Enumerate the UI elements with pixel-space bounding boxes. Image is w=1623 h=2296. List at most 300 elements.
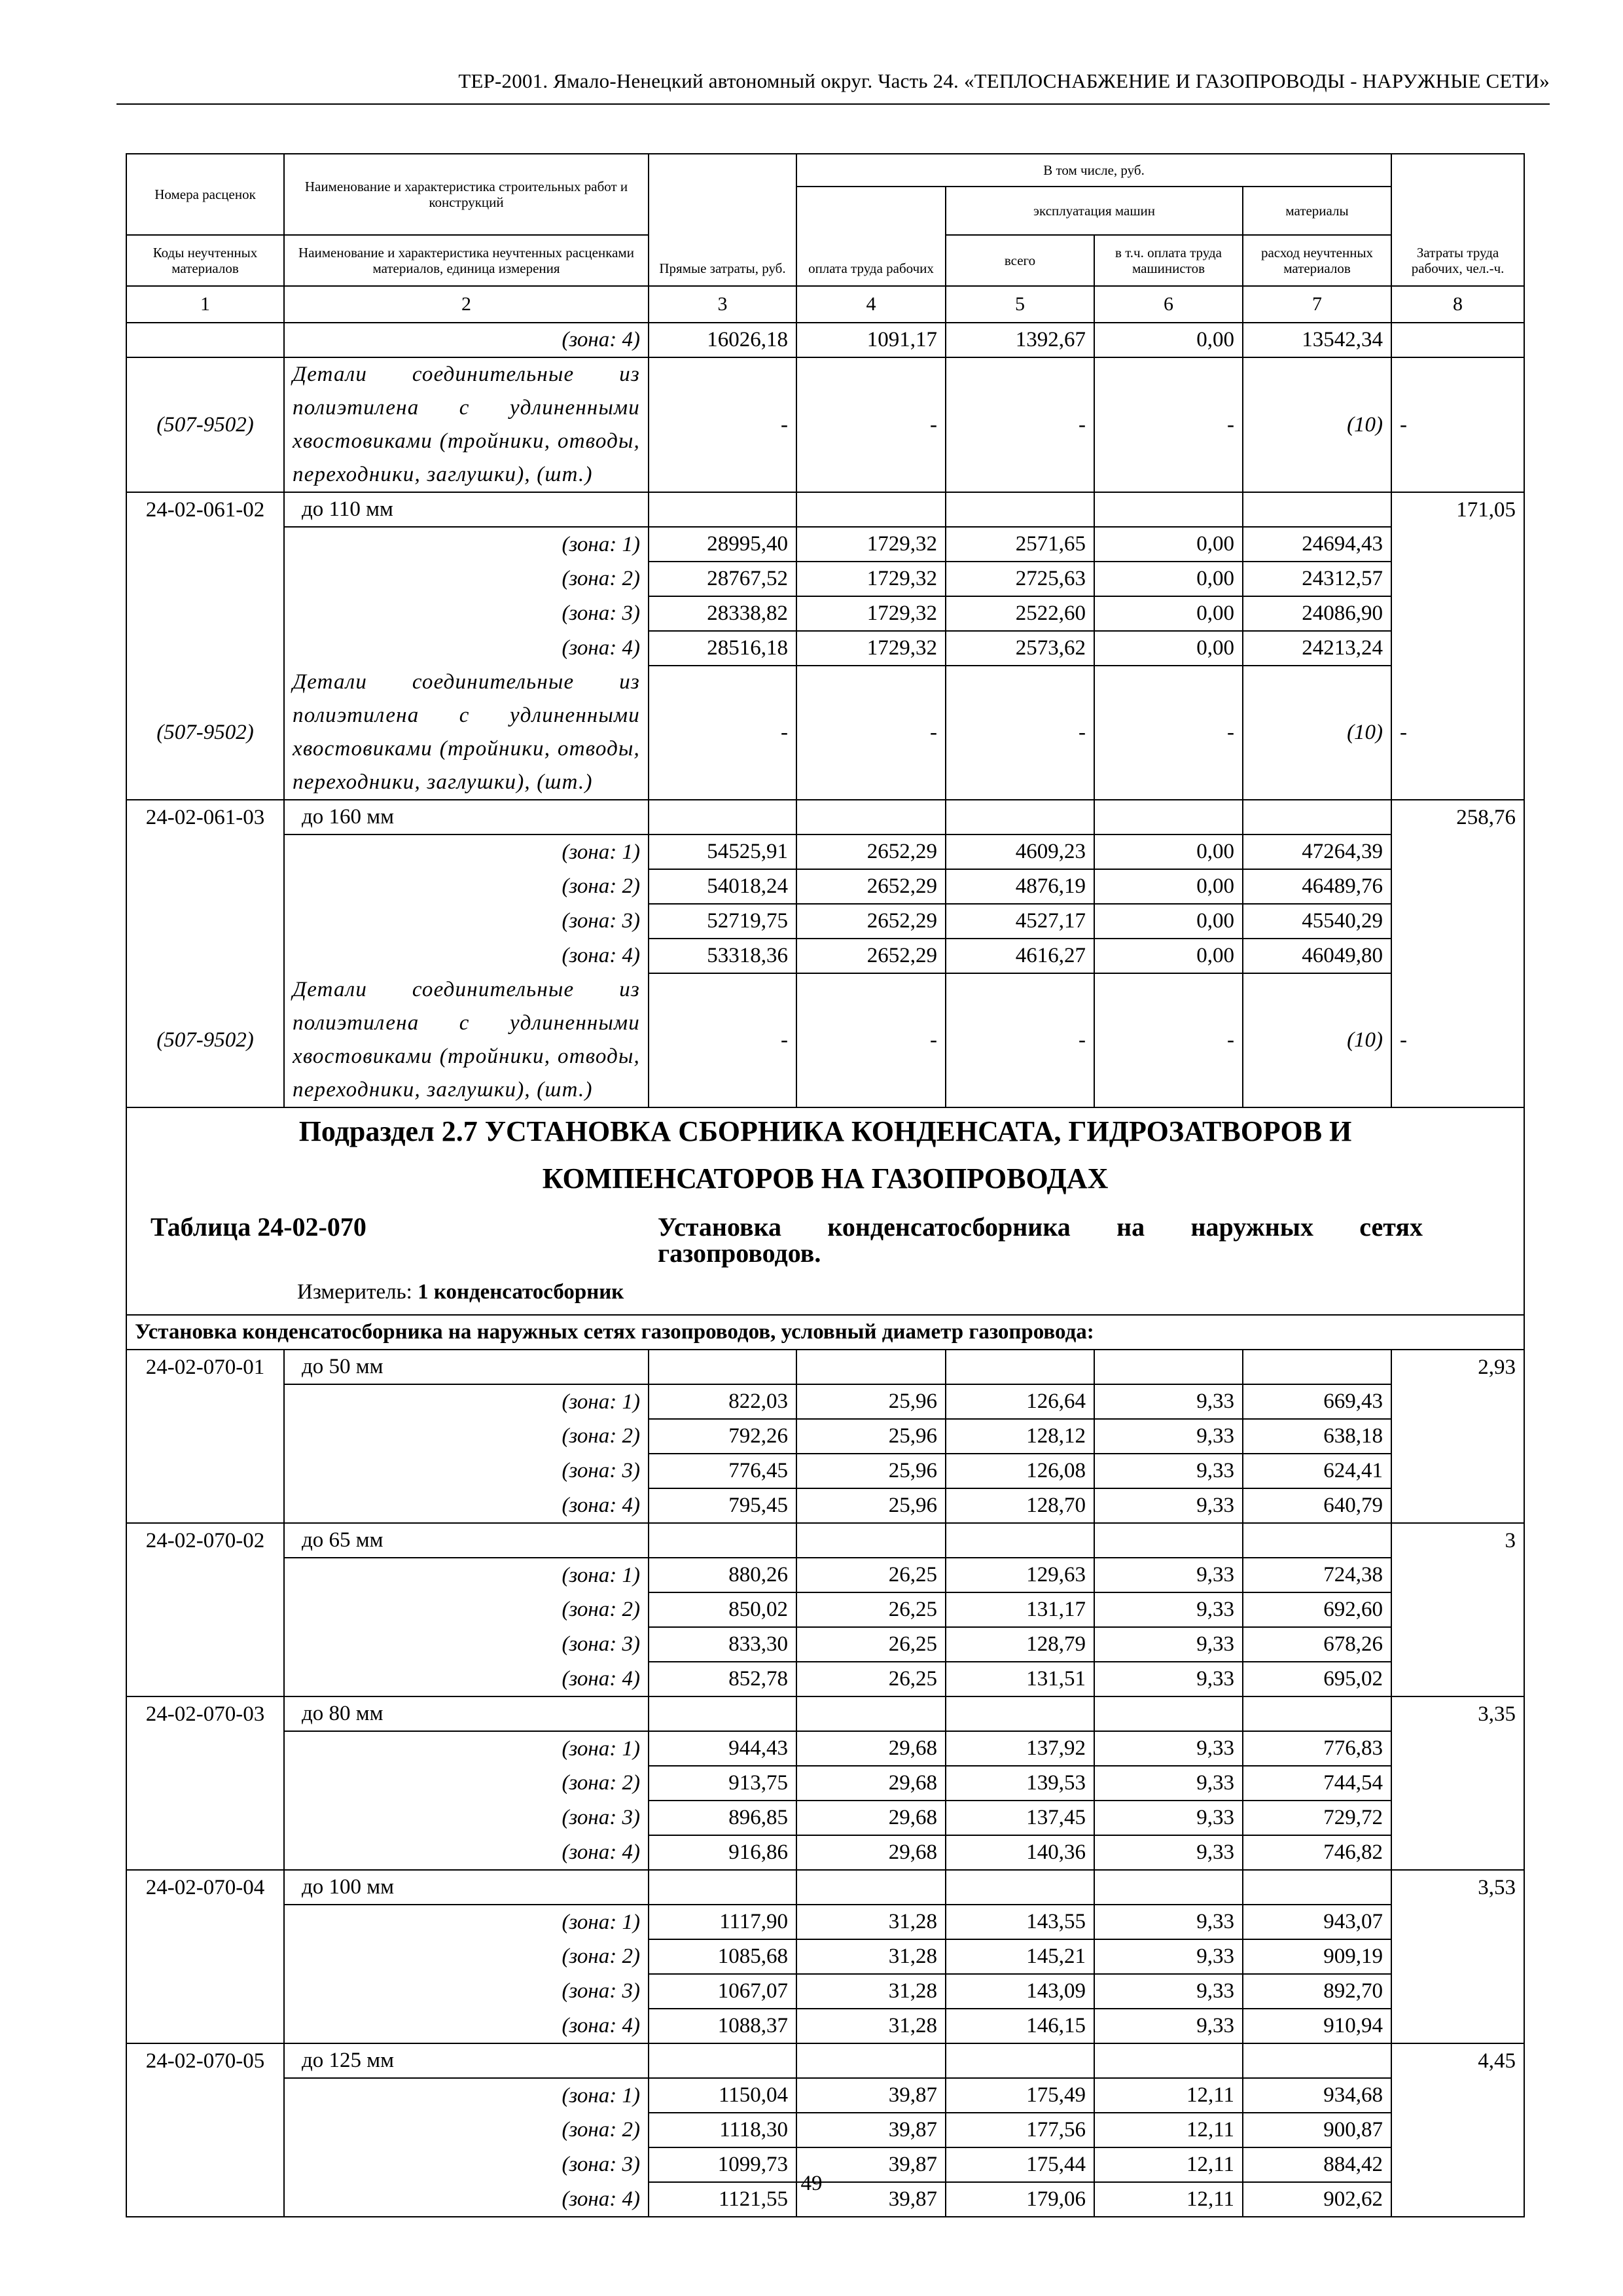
labor-value: 3,53 bbox=[1391, 1870, 1524, 1905]
empty-cell bbox=[796, 2043, 946, 2078]
labor-cell bbox=[1391, 1835, 1524, 1870]
rate-code: 24-02-061-02 bbox=[126, 492, 284, 527]
wages-value: 26,25 bbox=[796, 1592, 946, 1627]
empty-cell bbox=[1243, 1870, 1391, 1905]
zone-label: (зона: 4) bbox=[284, 1835, 649, 1870]
machinist-wages-value: 9,33 bbox=[1094, 2009, 1243, 2043]
direct-costs-value: 795,45 bbox=[649, 1488, 796, 1523]
direct-costs-value: 28338,82 bbox=[649, 596, 796, 631]
machinist-wages-value: 0,00 bbox=[1094, 631, 1243, 666]
zone-row bbox=[126, 323, 1524, 357]
zone-label: (зона: 1) bbox=[284, 1731, 649, 1766]
table-body-bottom bbox=[126, 1350, 1524, 2217]
zone-row bbox=[126, 1419, 1524, 1454]
materials-value: 669,43 bbox=[1243, 1384, 1391, 1419]
materials-value: 746,82 bbox=[1243, 1835, 1391, 1870]
dash-value: - bbox=[1094, 357, 1243, 492]
wages-value: 39,87 bbox=[796, 2182, 946, 2217]
col1-bottom-header: Коды неучтенных материалов bbox=[126, 235, 284, 286]
zone-row bbox=[126, 1488, 1524, 1523]
rate-code-cell bbox=[126, 1454, 284, 1488]
empty-cell bbox=[649, 2043, 796, 2078]
rate-code-cell bbox=[126, 1835, 284, 1870]
labor-cell bbox=[1391, 323, 1524, 357]
labor-cell bbox=[1391, 1662, 1524, 1696]
labor-cell bbox=[1391, 1454, 1524, 1488]
material-code: (507-9502) bbox=[126, 357, 284, 492]
wages-value: 25,96 bbox=[796, 1488, 946, 1523]
wages-value: 2652,29 bbox=[796, 904, 946, 939]
empty-cell bbox=[649, 1870, 796, 1905]
empty-cell bbox=[946, 2043, 1094, 2078]
rate-row bbox=[126, 1523, 1524, 1558]
machines-value: 137,92 bbox=[946, 1731, 1094, 1766]
materials-value: 884,42 bbox=[1243, 2147, 1391, 2182]
rate-row bbox=[126, 800, 1524, 834]
direct-costs-value: 1099,73 bbox=[649, 2147, 796, 2182]
machinist-wages-value: 9,33 bbox=[1094, 1801, 1243, 1835]
wages-value: 1729,32 bbox=[796, 631, 946, 666]
zone-row bbox=[126, 1731, 1524, 1766]
direct-costs-value: 1150,04 bbox=[649, 2078, 796, 2113]
machines-value: 128,70 bbox=[946, 1488, 1094, 1523]
direct-costs-header: Прямые затраты, руб. bbox=[649, 154, 796, 286]
wages-value: 1729,32 bbox=[796, 527, 946, 562]
dash-value: - bbox=[796, 357, 946, 492]
meter-line bbox=[135, 1266, 1516, 1314]
empty-cell bbox=[1243, 1523, 1391, 1558]
rate-code-cell bbox=[126, 869, 284, 904]
meter-label: Измеритель: bbox=[297, 1280, 412, 1304]
materials-value: 638,18 bbox=[1243, 1419, 1391, 1454]
rate-code-cell bbox=[126, 527, 284, 562]
header-rule bbox=[116, 103, 1550, 105]
zone-row bbox=[126, 904, 1524, 939]
labor-costs-header: Затраты труда рабочих, чел.-ч. bbox=[1391, 154, 1524, 286]
wages-value: 25,96 bbox=[796, 1454, 946, 1488]
zone-row bbox=[126, 1939, 1524, 1974]
wages-value: 26,25 bbox=[796, 1558, 946, 1592]
rate-code-cell bbox=[126, 1905, 284, 1939]
machines-value: 179,06 bbox=[946, 2182, 1094, 2217]
machinist-wages-value: 9,33 bbox=[1094, 1939, 1243, 1974]
machines-value: 175,49 bbox=[946, 2078, 1094, 2113]
page-number: 49 bbox=[800, 2172, 823, 2195]
machinist-wages-value: 9,33 bbox=[1094, 1905, 1243, 1939]
labor-cell bbox=[1391, 596, 1524, 631]
labor-cell bbox=[1391, 1592, 1524, 1627]
empty-cell bbox=[1243, 1696, 1391, 1731]
zone-row bbox=[126, 1454, 1524, 1488]
labor-cell bbox=[1391, 562, 1524, 596]
empty-cell bbox=[1243, 492, 1391, 527]
materials-value: 24213,24 bbox=[1243, 631, 1391, 666]
dash-value: - bbox=[649, 357, 796, 492]
labor-cell bbox=[1391, 869, 1524, 904]
rate-row bbox=[126, 2043, 1524, 2078]
material-note-row bbox=[126, 973, 1524, 1107]
zone-row bbox=[126, 939, 1524, 973]
rate-code-cell bbox=[126, 1766, 284, 1801]
machinist-wages-value: 9,33 bbox=[1094, 1627, 1243, 1662]
zone-row bbox=[126, 834, 1524, 869]
empty-cell bbox=[649, 1696, 796, 1731]
rate-name: до 110 мм bbox=[284, 492, 649, 527]
labor-cell bbox=[1391, 2078, 1524, 2113]
machinist-wages-value: 12,11 bbox=[1094, 2113, 1243, 2147]
empty-cell bbox=[946, 800, 1094, 834]
rate-name: до 100 мм bbox=[284, 1870, 649, 1905]
zone-row bbox=[126, 1662, 1524, 1696]
zone-row bbox=[126, 1766, 1524, 1801]
zone-label: (зона: 2) bbox=[284, 1592, 649, 1627]
dash-value: - bbox=[649, 973, 796, 1107]
rate-code-cell bbox=[126, 1592, 284, 1627]
labor-cell bbox=[1391, 1384, 1524, 1419]
machines-value: 1392,67 bbox=[946, 323, 1094, 357]
zone-row bbox=[126, 1592, 1524, 1627]
rate-code: 24-02-070-03 bbox=[126, 1696, 284, 1731]
materials-value: 943,07 bbox=[1243, 1905, 1391, 1939]
empty-cell bbox=[1094, 800, 1243, 834]
wages-value: 25,96 bbox=[796, 1384, 946, 1419]
materials-value: 24086,90 bbox=[1243, 596, 1391, 631]
machinist-wages-value: 9,33 bbox=[1094, 1731, 1243, 1766]
labor-cell bbox=[1391, 1627, 1524, 1662]
machines-value: 131,17 bbox=[946, 1592, 1094, 1627]
wages-value: 31,28 bbox=[796, 1974, 946, 2009]
rate-row bbox=[126, 1350, 1524, 1384]
rate-name: до 50 мм bbox=[284, 1350, 649, 1384]
rates-table bbox=[126, 153, 1525, 2217]
zone-row bbox=[126, 1384, 1524, 1419]
empty-cell bbox=[1094, 1870, 1243, 1905]
zone-label: (зона: 4) bbox=[284, 2182, 649, 2217]
empty-cell bbox=[946, 1523, 1094, 1558]
machines-value: 139,53 bbox=[946, 1766, 1094, 1801]
empty-cell bbox=[1094, 2043, 1243, 2078]
material-code: (507-9502) bbox=[126, 666, 284, 800]
table-number: Таблица 24-02-070 bbox=[151, 1212, 366, 1242]
zone-row bbox=[126, 1558, 1524, 1592]
rate-code-cell bbox=[126, 2009, 284, 2043]
labor-cell bbox=[1391, 1905, 1524, 1939]
rate-code-cell bbox=[126, 1558, 284, 1592]
machines-value: 2725,63 bbox=[946, 562, 1094, 596]
direct-costs-value: 1085,68 bbox=[649, 1939, 796, 1974]
empty-cell bbox=[649, 1523, 796, 1558]
rate-code: 24-02-061-03 bbox=[126, 800, 284, 834]
zone-label: (зона: 3) bbox=[284, 1801, 649, 1835]
wages-value: 39,87 bbox=[796, 2147, 946, 2182]
labor-value: 171,05 bbox=[1391, 492, 1524, 527]
materials-value: 892,70 bbox=[1243, 1974, 1391, 2009]
machinist-wages-value: 12,11 bbox=[1094, 2182, 1243, 2217]
rate-code-cell bbox=[126, 2078, 284, 2113]
rate-code: 24-02-070-02 bbox=[126, 1523, 284, 1558]
machinist-wages-value: 0,00 bbox=[1094, 596, 1243, 631]
zone-label: (зона: 1) bbox=[284, 1558, 649, 1592]
labor-value: 3 bbox=[1391, 1523, 1524, 1558]
rate-code-cell bbox=[126, 1662, 284, 1696]
column-number: 8 bbox=[1391, 286, 1524, 323]
rate-code-cell bbox=[126, 1488, 284, 1523]
rate-code-cell bbox=[126, 1731, 284, 1766]
machines-value: 131,51 bbox=[946, 1662, 1094, 1696]
machines-value: 128,79 bbox=[946, 1627, 1094, 1662]
zone-label: (зона: 1) bbox=[284, 1905, 649, 1939]
labor-cell bbox=[1391, 1939, 1524, 1974]
zone-label: (зона: 3) bbox=[284, 1627, 649, 1662]
material-description: Детали соединительные из полиэтилена с удлиненными хвостовиками (тройники, отводы, переходники, заглушки), (шт.) bbox=[284, 666, 649, 800]
machines-value: 143,09 bbox=[946, 1974, 1094, 2009]
direct-costs-value: 16026,18 bbox=[649, 323, 796, 357]
labor-cell bbox=[1391, 1766, 1524, 1801]
zone-row bbox=[126, 631, 1524, 666]
dash-value: - bbox=[946, 357, 1094, 492]
empty-cell bbox=[1094, 1523, 1243, 1558]
direct-costs-value: 916,86 bbox=[649, 1835, 796, 1870]
rate-name: до 80 мм bbox=[284, 1696, 649, 1731]
labor-cell bbox=[1391, 939, 1524, 973]
col2-bottom-header: Наименование и характеристика неучтенных расценками материалов, единица измерения bbox=[284, 235, 649, 286]
empty-cell bbox=[1094, 492, 1243, 527]
direct-costs-value: 1121,55 bbox=[649, 2182, 796, 2217]
materials-value: 45540,29 bbox=[1243, 904, 1391, 939]
machinist-wages-value: 9,33 bbox=[1094, 1454, 1243, 1488]
empty-cell bbox=[1243, 800, 1391, 834]
meter-value: 1 конденсатосборник bbox=[418, 1280, 624, 1304]
machines-value: 137,45 bbox=[946, 1801, 1094, 1835]
zone-label: (зона: 4) bbox=[284, 1662, 649, 1696]
material-quantity: (10) bbox=[1243, 357, 1391, 492]
dash-value: - bbox=[946, 666, 1094, 800]
machines-value: 126,08 bbox=[946, 1454, 1094, 1488]
empty-cell bbox=[796, 800, 946, 834]
zone-label: (зона: 2) bbox=[284, 562, 649, 596]
table-body-top bbox=[126, 323, 1524, 1107]
materials-value: 640,79 bbox=[1243, 1488, 1391, 1523]
rate-name: до 125 мм bbox=[284, 2043, 649, 2078]
materials-value: 902,62 bbox=[1243, 2182, 1391, 2217]
machines-value: 2522,60 bbox=[946, 596, 1094, 631]
rate-row bbox=[126, 492, 1524, 527]
labor-cell bbox=[1391, 834, 1524, 869]
rate-row bbox=[126, 1696, 1524, 1731]
machines-value: 177,56 bbox=[946, 2113, 1094, 2147]
dash-value: - bbox=[796, 666, 946, 800]
labor-value: 3,35 bbox=[1391, 1696, 1524, 1731]
zone-label: (зона: 3) bbox=[284, 1974, 649, 2009]
labor-cell bbox=[1391, 1974, 1524, 2009]
machines-value: 4609,23 bbox=[946, 834, 1094, 869]
labor-cell bbox=[1391, 1419, 1524, 1454]
machines-value: 2573,62 bbox=[946, 631, 1094, 666]
machines-value: 4616,27 bbox=[946, 939, 1094, 973]
labor-cell bbox=[1391, 631, 1524, 666]
materials-header: материалы bbox=[1243, 187, 1391, 235]
machinist-wages-value: 0,00 bbox=[1094, 527, 1243, 562]
machinist-wages-value: 0,00 bbox=[1094, 323, 1243, 357]
dash-value: - bbox=[1391, 357, 1524, 492]
zone-row bbox=[126, 1905, 1524, 1939]
rate-code-cell bbox=[126, 1419, 284, 1454]
rate-code-cell bbox=[126, 323, 284, 357]
materials-value: 729,72 bbox=[1243, 1801, 1391, 1835]
direct-costs-value: 776,45 bbox=[649, 1454, 796, 1488]
wages-value: 31,28 bbox=[796, 2009, 946, 2043]
empty-cell bbox=[946, 1870, 1094, 1905]
rate-code-cell bbox=[126, 596, 284, 631]
wages-value: 25,96 bbox=[796, 1419, 946, 1454]
machinist-wages-value: 0,00 bbox=[1094, 939, 1243, 973]
direct-costs-value: 53318,36 bbox=[649, 939, 796, 973]
zone-label: (зона: 2) bbox=[284, 1939, 649, 1974]
rate-code-cell bbox=[126, 631, 284, 666]
column-numbers-row bbox=[126, 286, 1524, 323]
empty-cell bbox=[1243, 2043, 1391, 2078]
rate-name: до 65 мм bbox=[284, 1523, 649, 1558]
zone-row bbox=[126, 527, 1524, 562]
empty-cell bbox=[946, 492, 1094, 527]
wages-value: 31,28 bbox=[796, 1939, 946, 1974]
wages-value: 1729,32 bbox=[796, 562, 946, 596]
labor-cell bbox=[1391, 1801, 1524, 1835]
material-note-row bbox=[126, 357, 1524, 492]
empty-cell bbox=[1094, 1350, 1243, 1384]
machinist-wages-value: 9,33 bbox=[1094, 1974, 1243, 2009]
empty-cell bbox=[796, 1696, 946, 1731]
materials-value: 776,83 bbox=[1243, 1731, 1391, 1766]
machinist-wages-value: 0,00 bbox=[1094, 904, 1243, 939]
direct-costs-value: 852,78 bbox=[649, 1662, 796, 1696]
materials-value: 909,19 bbox=[1243, 1939, 1391, 1974]
dash-value: - bbox=[796, 973, 946, 1107]
labor-value: 4,45 bbox=[1391, 2043, 1524, 2078]
rate-code-cell bbox=[126, 2113, 284, 2147]
zone-row bbox=[126, 2009, 1524, 2043]
wages-value: 29,68 bbox=[796, 1801, 946, 1835]
materials-value: 46049,80 bbox=[1243, 939, 1391, 973]
material-quantity: (10) bbox=[1243, 973, 1391, 1107]
column-number: 4 bbox=[796, 286, 946, 323]
unaccounted-materials-header: расход неучтенных материалов bbox=[1243, 235, 1391, 286]
direct-costs-value: 880,26 bbox=[649, 1558, 796, 1592]
empty-cell bbox=[946, 1696, 1094, 1731]
machines-value: 128,12 bbox=[946, 1419, 1094, 1454]
zone-label: (зона: 1) bbox=[284, 2078, 649, 2113]
direct-costs-value: 944,43 bbox=[649, 1731, 796, 1766]
direct-costs-value: 28767,52 bbox=[649, 562, 796, 596]
zone-label: (зона: 3) bbox=[284, 904, 649, 939]
zone-row bbox=[126, 2078, 1524, 2113]
material-quantity: (10) bbox=[1243, 666, 1391, 800]
machinist-wages-value: 12,11 bbox=[1094, 2147, 1243, 2182]
empty-cell bbox=[946, 1350, 1094, 1384]
materials-value: 13542,34 bbox=[1243, 323, 1391, 357]
rate-code-cell bbox=[126, 1801, 284, 1835]
direct-costs-value: 913,75 bbox=[649, 1766, 796, 1801]
dash-value: - bbox=[1391, 973, 1524, 1107]
wages-value: 2652,29 bbox=[796, 834, 946, 869]
col1-top-header: Номера расценок bbox=[126, 154, 284, 235]
wages-value: 31,28 bbox=[796, 1905, 946, 1939]
zone-label: (зона: 4) bbox=[284, 2009, 649, 2043]
machinist-wages-value: 12,11 bbox=[1094, 2078, 1243, 2113]
rate-code-cell bbox=[126, 1627, 284, 1662]
column-number: 2 bbox=[284, 286, 649, 323]
machines-value: 4527,17 bbox=[946, 904, 1094, 939]
material-description: Детали соединительные из полиэтилена с удлиненными хвостовиками (тройники, отводы, переходники, заглушки), (шт.) bbox=[284, 357, 649, 492]
labor-cell bbox=[1391, 904, 1524, 939]
wages-value: 29,68 bbox=[796, 1835, 946, 1870]
machines-value: 4876,19 bbox=[946, 869, 1094, 904]
zone-row bbox=[126, 1627, 1524, 1662]
table-header bbox=[126, 154, 1524, 323]
labor-cell bbox=[1391, 2113, 1524, 2147]
wages-value: 1091,17 bbox=[796, 323, 946, 357]
empty-cell bbox=[649, 492, 796, 527]
subsection-title-line1: Подраздел 2.7 УСТАНОВКА СБОРНИКА КОНДЕНСАТА, ГИДРОЗАТВОРОВ И bbox=[298, 1115, 1352, 1147]
empty-cell bbox=[796, 1870, 946, 1905]
materials-value: 678,26 bbox=[1243, 1627, 1391, 1662]
dash-value: - bbox=[1391, 666, 1524, 800]
machines-value: 145,21 bbox=[946, 1939, 1094, 1974]
rate-code-cell bbox=[126, 1384, 284, 1419]
materials-value: 744,54 bbox=[1243, 1766, 1391, 1801]
materials-value: 900,87 bbox=[1243, 2113, 1391, 2147]
direct-costs-value: 822,03 bbox=[649, 1384, 796, 1419]
dash-value: - bbox=[946, 973, 1094, 1107]
works-caption: Установка конденсатосборника на наружных сетях газопроводов, условный диаметр газопровода: bbox=[126, 1315, 1524, 1350]
empty-cell bbox=[796, 1350, 946, 1384]
rate-code: 24-02-070-01 bbox=[126, 1350, 284, 1384]
subsection-block bbox=[126, 1107, 1524, 1350]
direct-costs-value: 1118,30 bbox=[649, 2113, 796, 2147]
zone-label: (зона: 1) bbox=[284, 834, 649, 869]
zone-row bbox=[126, 596, 1524, 631]
material-note-row bbox=[126, 666, 1524, 800]
table-title: Установка конденсатосборника на наружных сетях газопроводов. bbox=[658, 1212, 1423, 1268]
machinist-wages-value: 9,33 bbox=[1094, 1766, 1243, 1801]
column-number: 7 bbox=[1243, 286, 1391, 323]
machinist-wages-value: 9,33 bbox=[1094, 1835, 1243, 1870]
labor-value: 2,93 bbox=[1391, 1350, 1524, 1384]
dash-value: - bbox=[1094, 973, 1243, 1107]
materials-value: 624,41 bbox=[1243, 1454, 1391, 1488]
materials-value: 934,68 bbox=[1243, 2078, 1391, 2113]
direct-costs-value: 54525,91 bbox=[649, 834, 796, 869]
empty-cell bbox=[1243, 1350, 1391, 1384]
zone-row bbox=[126, 869, 1524, 904]
zone-row bbox=[126, 1835, 1524, 1870]
col2-top-header: Наименование и характеристика строительных работ и конструкций bbox=[284, 154, 649, 235]
materials-value: 24694,43 bbox=[1243, 527, 1391, 562]
wages-value: 26,25 bbox=[796, 1627, 946, 1662]
wages-value: 2652,29 bbox=[796, 869, 946, 904]
materials-value: 46489,76 bbox=[1243, 869, 1391, 904]
rate-code-cell bbox=[126, 1939, 284, 1974]
machinist-wages-value: 0,00 bbox=[1094, 834, 1243, 869]
labor-cell bbox=[1391, 527, 1524, 562]
zone-label: (зона: 2) bbox=[284, 1419, 649, 1454]
material-code: (507-9502) bbox=[126, 973, 284, 1107]
subsection-header bbox=[126, 1107, 1524, 1315]
zone-label: (зона: 4) bbox=[284, 939, 649, 973]
dash-value: - bbox=[1094, 666, 1243, 800]
materials-value: 724,38 bbox=[1243, 1558, 1391, 1592]
machines-value: 146,15 bbox=[946, 2009, 1094, 2043]
